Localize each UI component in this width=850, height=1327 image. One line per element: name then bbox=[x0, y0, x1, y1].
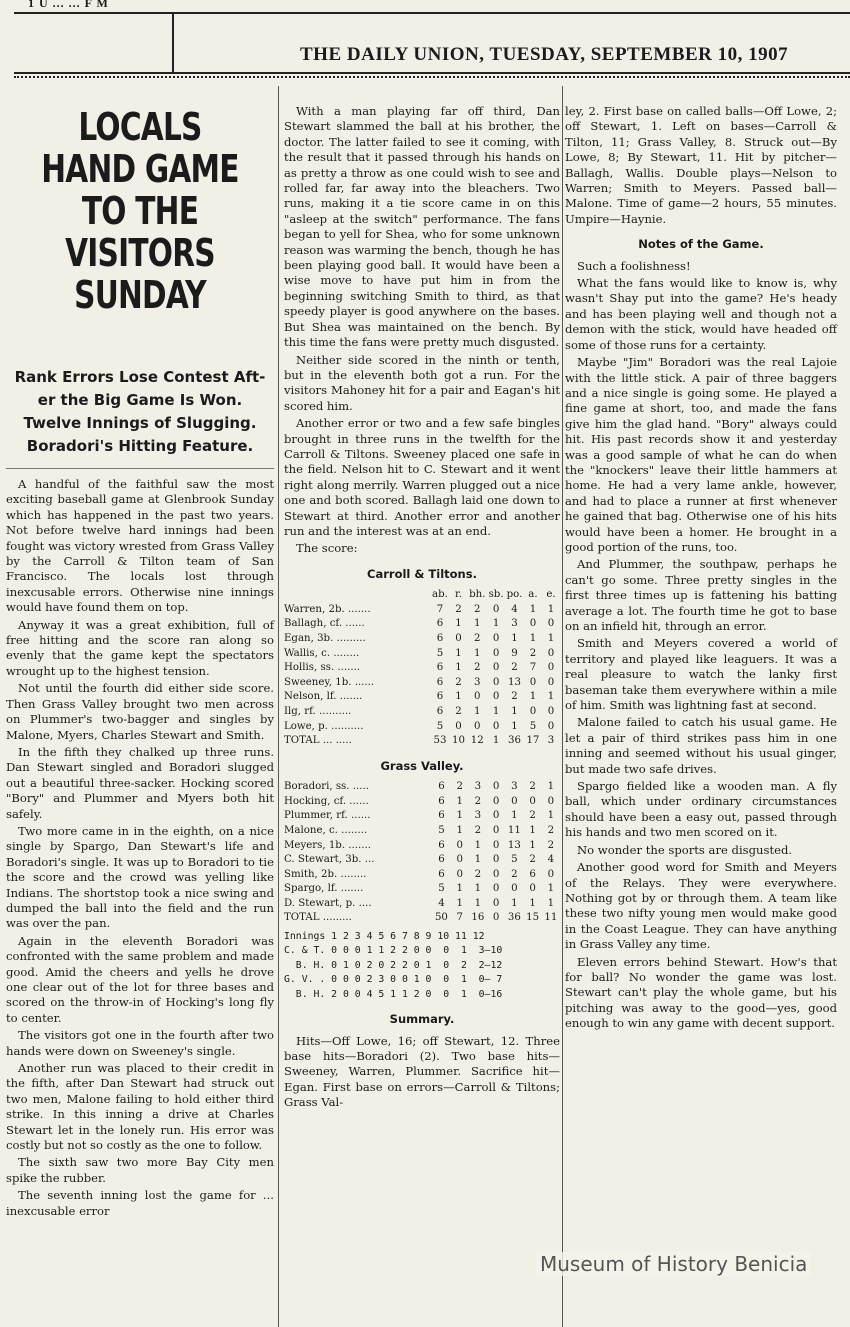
stat-cell: 1 bbox=[529, 897, 536, 909]
stat-cell: 0 bbox=[492, 676, 500, 688]
stat-cell: 0 bbox=[456, 839, 463, 851]
stat-cell: 5 bbox=[511, 854, 518, 866]
subheadline-deck bbox=[6, 366, 274, 458]
stat-cell: 0 bbox=[455, 720, 462, 732]
stat-cell: 9 bbox=[511, 647, 518, 659]
stat-cell: 53 bbox=[433, 735, 447, 747]
masthead-strip bbox=[14, 0, 850, 14]
stat-cell: 15 bbox=[526, 912, 540, 924]
stat-cell: 1 bbox=[511, 632, 518, 644]
stat-cell: 6 bbox=[436, 618, 444, 630]
stat-cell: 0 bbox=[511, 795, 518, 807]
stat-cell: 1 bbox=[511, 810, 518, 822]
stat-cell: 1 bbox=[511, 720, 518, 732]
stat-cell: 1 bbox=[529, 603, 537, 615]
stat-cell: 2 bbox=[474, 824, 482, 836]
stat-cell: bh. bbox=[469, 589, 486, 601]
masthead-fragment: 1 U ... ... F M bbox=[28, 0, 109, 10]
box-row bbox=[284, 661, 560, 676]
column-rule bbox=[562, 86, 563, 1327]
stat-cell: 0 bbox=[547, 647, 555, 659]
stat-cell: 7 bbox=[436, 603, 444, 615]
stat-cell: 1 bbox=[511, 897, 518, 909]
stat-cell: 3 bbox=[511, 781, 518, 793]
box-row bbox=[284, 839, 560, 854]
stat-cell: 6 bbox=[436, 705, 444, 717]
box-row bbox=[284, 690, 560, 705]
stat-cell: 1 bbox=[455, 662, 462, 674]
stat-cell: 1 bbox=[492, 735, 500, 747]
stat-cell: 0 bbox=[492, 691, 500, 703]
stat-cell: 6 bbox=[436, 632, 444, 644]
box-row bbox=[284, 809, 560, 824]
player-cell: Meyers, 1b. ....... bbox=[284, 839, 371, 851]
stat-cell: 6 bbox=[436, 676, 444, 688]
stat-cell: 6 bbox=[438, 781, 445, 793]
stat-cell: 6 bbox=[438, 868, 445, 880]
stat-cell: 0 bbox=[456, 854, 463, 866]
stat-cell: 0 bbox=[456, 868, 463, 880]
stat-cell: 0 bbox=[492, 868, 500, 880]
box-row bbox=[284, 795, 560, 810]
stat-cell: 0 bbox=[547, 618, 555, 630]
headline bbox=[35, 106, 244, 316]
stat-cell: 1 bbox=[456, 795, 463, 807]
stat-cell: 13 bbox=[508, 676, 521, 688]
player-cell: TOTAL ......... bbox=[284, 912, 352, 924]
paragraph: Another error or two and a few safe bingles brought in three runs in the twelfth for the Carroll & Tiltons. Sweeney placed one safe in the field. Nelson hit to C. Stewart and it went right along merrily. Warren plugged out a nice one and both scored. Ballagh laid one down to Stewart at third. Another error and another run and the interest was at an end. bbox=[284, 416, 560, 538]
notes-title: Notes of the Game. bbox=[638, 237, 764, 252]
stat-cell: 6 bbox=[529, 868, 536, 880]
paragraph: Not until the fourth did either side score. Then Grass Valley brought two men across on Plummer's two-bagger and singles by Malone, Myers, Charles Stewart and Smith. bbox=[6, 681, 274, 742]
stat-cell: 2 bbox=[474, 603, 481, 615]
stat-cell: 1 bbox=[456, 824, 463, 836]
stat-cell: 16 bbox=[471, 912, 485, 924]
stat-cell: 10 bbox=[452, 735, 465, 747]
stat-cell: 2 bbox=[511, 691, 518, 703]
stat-cell: 0 bbox=[547, 720, 555, 732]
stat-cell: 0 bbox=[492, 854, 500, 866]
box-row bbox=[284, 868, 560, 883]
stat-cell: 36 bbox=[507, 912, 521, 924]
player-cell: Sweeney, 1b. ...... bbox=[284, 676, 375, 688]
note-paragraph: Eleven errors behind Stewart. How's that for ball? No wonder the game was lost. Stewart can't play the whole game, but his pitching was away to the good—yes, good enough to win any game with decent support. bbox=[565, 954, 837, 1031]
deck-line: Rank Errors Lose Contest Aft- bbox=[14, 368, 266, 386]
headline-line: TO THE VISITORS bbox=[65, 189, 215, 275]
stat-cell: 2 bbox=[455, 676, 462, 688]
stat-cell: 2 bbox=[547, 824, 555, 836]
player-cell: Nelson, lf. ....... bbox=[284, 691, 363, 703]
header-divider bbox=[172, 14, 174, 74]
paragraph: The sixth saw two more Bay City men spike the rubber. bbox=[6, 1155, 274, 1185]
paragraph: In the fifth they chalked up three runs. Dan Stewart singled and Boradori slugged out a beautiful three-sacker. Hocking scored "Bory" and Plummer and Myers both hit safely. bbox=[6, 744, 274, 821]
player-cell: Hollis, ss. ....... bbox=[284, 662, 361, 674]
note-paragraph: No wonder the sports are disgusted. bbox=[577, 842, 793, 857]
stat-cell: 1 bbox=[474, 897, 482, 909]
stat-cell: 0 bbox=[492, 647, 500, 659]
stat-cell: 1 bbox=[547, 897, 555, 909]
innings-row: G. V. . 0 0 0 2 3 0 0 1 0 0 1 0— 7 bbox=[284, 974, 503, 986]
box-total-row bbox=[284, 734, 560, 749]
stat-cell: 0 bbox=[547, 868, 555, 880]
stat-cell: 1 bbox=[474, 647, 481, 659]
stat-cell: 1 bbox=[511, 705, 518, 717]
stat-cell: 1 bbox=[456, 883, 463, 895]
player-cell: TOTAL ... ..... bbox=[284, 735, 352, 747]
note-paragraph: Maybe "Jim" Boradori was the real Lajoie with the little stick. A pair of three baggers and a nice single is going some. He played a fine game at short, too, and made the fans give him the glad hand. "Bory" always could hit. His past records show it and yesterday was a good sample of what he can do when the "knockers" leave their little hammers at home. He had a very lame ankle, however, and had to place a runner at first whenever he gained that bag. Otherwise one of his hits would have been a homer. He brought in a good portion of the runs, too. bbox=[565, 355, 837, 554]
paragraph: Neither side scored in the ninth or tenth, but in the eleventh both got a run. For the visitors Mahoney hit for a pair and Eagan's hit scored him. bbox=[284, 352, 560, 413]
header-rule bbox=[14, 72, 850, 74]
stat-cell: 1 bbox=[474, 854, 482, 866]
innings-row: C. & T. 0 0 0 1 1 2 2 0 0 0 1 3—10 bbox=[284, 945, 503, 957]
box-row bbox=[284, 824, 560, 839]
player-cell: Boradori, ss. ..... bbox=[284, 781, 369, 793]
note-paragraph: Malone failed to catch his usual game. He let a pair of third strikes pass him in one inning and seemed without his usual ginger, but made two safe drives. bbox=[565, 715, 837, 776]
stat-cell: 3 bbox=[511, 618, 518, 630]
stat-cell: 0 bbox=[492, 662, 500, 674]
stat-cell: 0 bbox=[492, 603, 500, 615]
note-paragraph: What the fans would like to know is, why wasn't Shay put into the game? He's heady and has been playing well and though not a demon with the stick, would have headed off some of those runs for a certainty. bbox=[565, 276, 837, 352]
stat-cell: 5 bbox=[438, 883, 445, 895]
player-cell: Warren, 2b. ....... bbox=[284, 603, 371, 615]
stat-cell: 2 bbox=[547, 839, 555, 851]
stat-cell: 13 bbox=[507, 839, 521, 851]
section-rule bbox=[6, 468, 274, 469]
stat-cell: r. bbox=[454, 589, 462, 601]
box-row bbox=[284, 603, 560, 618]
deck-line: Boradori's Hitting Feature. bbox=[26, 437, 254, 455]
box-score-title-carroll: Carroll & Tiltons. bbox=[367, 566, 477, 581]
box-row bbox=[284, 632, 560, 647]
stat-cell: 6 bbox=[436, 662, 444, 674]
stat-cell: 1 bbox=[474, 839, 482, 851]
stat-cell: 2 bbox=[529, 781, 536, 793]
stat-cell: 0 bbox=[529, 618, 537, 630]
player-cell: Egan, 3b. ......... bbox=[284, 632, 366, 644]
stat-cell: 1 bbox=[492, 618, 500, 630]
stat-cell: 0 bbox=[529, 883, 536, 895]
stat-cell: 2 bbox=[474, 662, 481, 674]
player-cell: Ilg, rf. .......... bbox=[284, 705, 352, 717]
stat-cell: ab. bbox=[432, 589, 448, 601]
stat-cell: 2 bbox=[474, 795, 482, 807]
note-paragraph: Spargo fielded like a wooden man. A fly ball, which under ordinary circumstances should have been a easy out, passed through his hands and two men scored on it. bbox=[565, 779, 837, 840]
stat-cell: 2 bbox=[474, 632, 481, 644]
column-rule bbox=[278, 86, 279, 1327]
innings-row: B. H. 2 0 0 4 5 1 1 2 0 0 1 0—16 bbox=[284, 988, 503, 1000]
summary-text-part2: ley, 2. First base on called balls—Off Lowe, 2; off Stewart, 1. Left on bases—Carroll & Tilton, 11; Grass Valley, 8. Struck out—By Lowe, 8; By Stewart, 11. Hit by pitcher—Ballagh, Wallis. Double plays—Nelson to Warren; Smith to Meyers. Passed ball—Malone. Time of game—2 hours, 55 minutes. Umpire—Haynie. bbox=[565, 104, 837, 226]
player-cell: D. Stewart, p. .... bbox=[284, 897, 372, 909]
box-row bbox=[284, 705, 560, 720]
summary-text-part1: Hits—Off Lowe, 16; off Stewart, 12. Three base hits—Boradori (2). Two base hits—Sweeney, Warren, Plummer. Sacrifice hit—Egan. First base on errors—Carroll & Tiltons; Grass Val- bbox=[284, 1033, 560, 1110]
paragraph: The seventh inning lost the game for ... inexcusable error bbox=[6, 1188, 274, 1218]
note-paragraph: Such a foolishness! bbox=[577, 258, 691, 273]
box-score-title-grass: Grass Valley. bbox=[380, 758, 464, 773]
innings-row: B. H. 0 1 0 2 0 2 2 0 1 0 2 2—12 bbox=[284, 959, 503, 971]
stat-cell: 1 bbox=[547, 603, 555, 615]
player-cell: Spargo, lf. ....... bbox=[284, 883, 364, 895]
stat-cell: 2 bbox=[455, 705, 462, 717]
box-row bbox=[284, 617, 560, 632]
stat-cell: 2 bbox=[529, 810, 536, 822]
box-row bbox=[284, 882, 560, 897]
stat-cell: 5 bbox=[438, 824, 445, 836]
stat-cell: 4 bbox=[547, 854, 555, 866]
stat-cell: 36 bbox=[508, 735, 521, 747]
stat-cell: 0 bbox=[529, 705, 537, 717]
stat-cell: 0 bbox=[547, 676, 555, 688]
innings-row: Innings 1 2 3 4 5 6 7 8 9 10 11 12 bbox=[284, 931, 485, 943]
stat-cell: 1 bbox=[529, 691, 537, 703]
stat-cell: 12 bbox=[470, 735, 484, 747]
header-dotted-rule bbox=[14, 76, 850, 78]
stat-cell: 2 bbox=[529, 854, 536, 866]
stat-cell: 0 bbox=[529, 795, 536, 807]
stat-cell: 0 bbox=[511, 883, 518, 895]
stat-cell: 1 bbox=[474, 883, 482, 895]
stat-cell: po. bbox=[506, 589, 523, 601]
watermark-text: Museum of History Benicia bbox=[536, 1252, 811, 1276]
stat-cell: 0 bbox=[455, 632, 462, 644]
stat-cell: 2 bbox=[511, 662, 518, 674]
stat-cell: 6 bbox=[438, 810, 445, 822]
box-row bbox=[284, 853, 560, 868]
stat-cell: e. bbox=[546, 589, 556, 601]
stat-cell: 7 bbox=[529, 662, 537, 674]
headline-line: SUNDAY bbox=[74, 273, 206, 317]
stat-cell: 2 bbox=[529, 647, 537, 659]
stat-cell: sb. bbox=[488, 589, 504, 601]
stat-cell: 11 bbox=[544, 912, 558, 924]
player-cell: Hocking, cf. ...... bbox=[284, 795, 369, 807]
player-cell: Smith, 2b. ........ bbox=[284, 868, 367, 880]
stat-cell: 0 bbox=[474, 720, 481, 732]
paragraph: Two more came in in the eighth, on a nice single by Spargo, Dan Stewart's life and Boradori's single. It was up to Boradori to tie the score and the crowd was yelling like Indians. The shortstop took a nice swing and dumped the ball into the field and the run was over the pan. bbox=[6, 823, 274, 931]
stat-cell: 5 bbox=[436, 647, 444, 659]
stat-cell: 11 bbox=[507, 824, 521, 836]
stat-cell: 0 bbox=[492, 897, 500, 909]
stat-cell: a. bbox=[528, 589, 538, 601]
box-row bbox=[284, 720, 560, 735]
stat-cell: 50 bbox=[434, 912, 448, 924]
stat-cell: 1 bbox=[547, 810, 555, 822]
stat-cell: 5 bbox=[436, 720, 444, 732]
stat-cell: 1 bbox=[492, 705, 500, 717]
box-row bbox=[284, 676, 560, 691]
paragraph: The score: bbox=[296, 541, 358, 556]
stat-cell: 0 bbox=[547, 705, 555, 717]
stat-cell: 2 bbox=[455, 603, 462, 615]
stat-cell: 3 bbox=[547, 735, 555, 747]
stat-cell: 7 bbox=[456, 912, 463, 924]
stat-cell: 1 bbox=[474, 705, 481, 717]
stat-cell: 1 bbox=[455, 618, 462, 630]
box-header-row bbox=[284, 588, 560, 603]
stat-cell: 0 bbox=[492, 824, 500, 836]
player-cell: C. Stewart, 3b. ... bbox=[284, 854, 375, 866]
stat-cell: 3 bbox=[474, 781, 482, 793]
stat-cell: 1 bbox=[547, 781, 555, 793]
deck-line: er the Big Game Is Won. bbox=[37, 391, 243, 409]
stat-cell: 1 bbox=[455, 691, 462, 703]
note-paragraph: And Plummer, the southpaw, perhaps he can't go some. Three pretty singles in the first three times up is fattening his batting average a lot. The fourth time he got to base on an infield hit, through an error. bbox=[565, 557, 837, 633]
deck-line: Twelve Innings of Slugging. bbox=[23, 414, 257, 432]
stat-cell: 5 bbox=[529, 720, 537, 732]
player-cell: Lowe, p. .......... bbox=[284, 720, 364, 732]
note-paragraph: Smith and Meyers covered a world of territory and played like leaguers. It was a real pleasure to watch the lanky first baseman take them everywhere within a mile of him. Smith was lightning fast at second. bbox=[565, 636, 837, 713]
stat-cell: 0 bbox=[529, 676, 537, 688]
stat-cell: 0 bbox=[492, 883, 500, 895]
stat-cell: 1 bbox=[474, 618, 481, 630]
box-score-carroll bbox=[284, 588, 560, 749]
box-row bbox=[284, 780, 560, 795]
dateline: THE DAILY UNION, TUESDAY, SEPTEMBER 10, 1907 bbox=[300, 44, 789, 65]
stat-cell: 0 bbox=[492, 720, 500, 732]
paragraph: Anyway it was a great exhibition, full of free hitting and the score ran along so evenly that the game kept the spectators wrought up to the highest tension. bbox=[6, 617, 274, 678]
stat-cell: 17 bbox=[526, 735, 540, 747]
column-3 bbox=[565, 104, 837, 1034]
stat-cell: 0 bbox=[492, 795, 500, 807]
headline-line: LOCALS HAND GAME bbox=[41, 105, 239, 191]
stat-cell: 2 bbox=[456, 781, 463, 793]
article-body bbox=[6, 477, 274, 1219]
box-total-row bbox=[284, 911, 560, 926]
note-paragraph: Another good word for Smith and Meyers of the Relays. They were everywhere. Nothing got by or through them. A team like these two nifty young men would make good in the Coast League. They can have anything in Grass Valley any time. bbox=[565, 860, 837, 952]
player-cell: Plummer, rf. ...... bbox=[284, 810, 371, 822]
stat-cell: 1 bbox=[456, 810, 463, 822]
stat-cell: 0 bbox=[492, 781, 500, 793]
stat-cell: 6 bbox=[438, 854, 445, 866]
stat-cell: 1 bbox=[547, 883, 555, 895]
stat-cell: 1 bbox=[547, 691, 555, 703]
stat-cell: 4 bbox=[438, 897, 445, 909]
stat-cell: 0 bbox=[474, 691, 481, 703]
stat-cell: 1 bbox=[547, 632, 555, 644]
paragraph: The visitors got one in the fourth after two hands were down on Sweeney's single. bbox=[6, 1028, 274, 1058]
box-score-grass bbox=[284, 780, 560, 926]
column-1 bbox=[6, 92, 274, 1221]
stat-cell: 1 bbox=[529, 839, 536, 851]
paragraph: With a man playing far off third, Dan Stewart slammed the ball at his brother, the doctor. The latter failed to see it coming, with the result that it passed through his hands on as pretty a throw as one could wish to see and rolled far, far away into the bleachers. Two runs, making it a tie score came in on this "asleep at the switch" performance. The fans began to yell for Shea, who for some unknown reason was warming the bench, though he has been playing good ball. It would have been a wise move to have put him in from the beginning switching Smith to third, as that speedy player is good anywhere on the bases. But Shea was maintained on the bench. By this time the fans were pretty much disgusted. bbox=[284, 104, 560, 350]
paragraph: Another run was placed to their credit in the fifth, after Dan Stewart had struck out two men, Malone failing to hold either third strike. In this inning a drive at Charles Stewart let in the lonely run. His error was costly but not so costly as the one to follow. bbox=[6, 1061, 274, 1153]
box-row bbox=[284, 897, 560, 912]
player-cell bbox=[284, 588, 430, 603]
stat-cell: 0 bbox=[547, 795, 555, 807]
summary-title: Summary. bbox=[389, 1012, 455, 1027]
stat-cell: 0 bbox=[547, 662, 555, 674]
stat-cell: 1 bbox=[529, 632, 537, 644]
stat-cell: 2 bbox=[511, 868, 518, 880]
paragraph: Again in the eleventh Boradori was confronted with the same problem and made good. Amid the cheers and yells he drove one clear out of the lot for three bases and scored on the throw-in of Hocking's long fly to center. bbox=[6, 933, 274, 1025]
stat-cell: 0 bbox=[492, 810, 500, 822]
stat-cell: 1 bbox=[529, 824, 536, 836]
player-cell: Ballagh, cf. ...... bbox=[284, 618, 365, 630]
stat-cell: 3 bbox=[474, 810, 482, 822]
column-2 bbox=[284, 104, 560, 1113]
stat-cell: 0 bbox=[492, 839, 500, 851]
box-row bbox=[284, 647, 560, 662]
player-cell: Wallis, c. ........ bbox=[284, 647, 360, 659]
stat-cell: 0 bbox=[492, 632, 500, 644]
stat-cell: 0 bbox=[492, 912, 500, 924]
stat-cell: 6 bbox=[438, 839, 445, 851]
stat-cell: 3 bbox=[474, 676, 481, 688]
innings-table bbox=[284, 930, 560, 1002]
stat-cell: 6 bbox=[438, 795, 445, 807]
stat-cell: 1 bbox=[455, 647, 462, 659]
paragraph: A handful of the faithful saw the most exciting baseball game at Glenbrook Sunday which has happened in the past two years. Not before twelve hard innings had been fought was victory wrested from Grass Valley by the Carroll & Tilton team of San Francisco. The locals lost through inexcusable errors. Otherwise nine innings would have found them on top. bbox=[6, 477, 274, 615]
stat-cell: 6 bbox=[436, 691, 444, 703]
stat-cell: 4 bbox=[511, 603, 518, 615]
stat-cell: 2 bbox=[474, 868, 482, 880]
player-cell: Malone, c. ........ bbox=[284, 824, 368, 836]
stat-cell: 1 bbox=[456, 897, 463, 909]
